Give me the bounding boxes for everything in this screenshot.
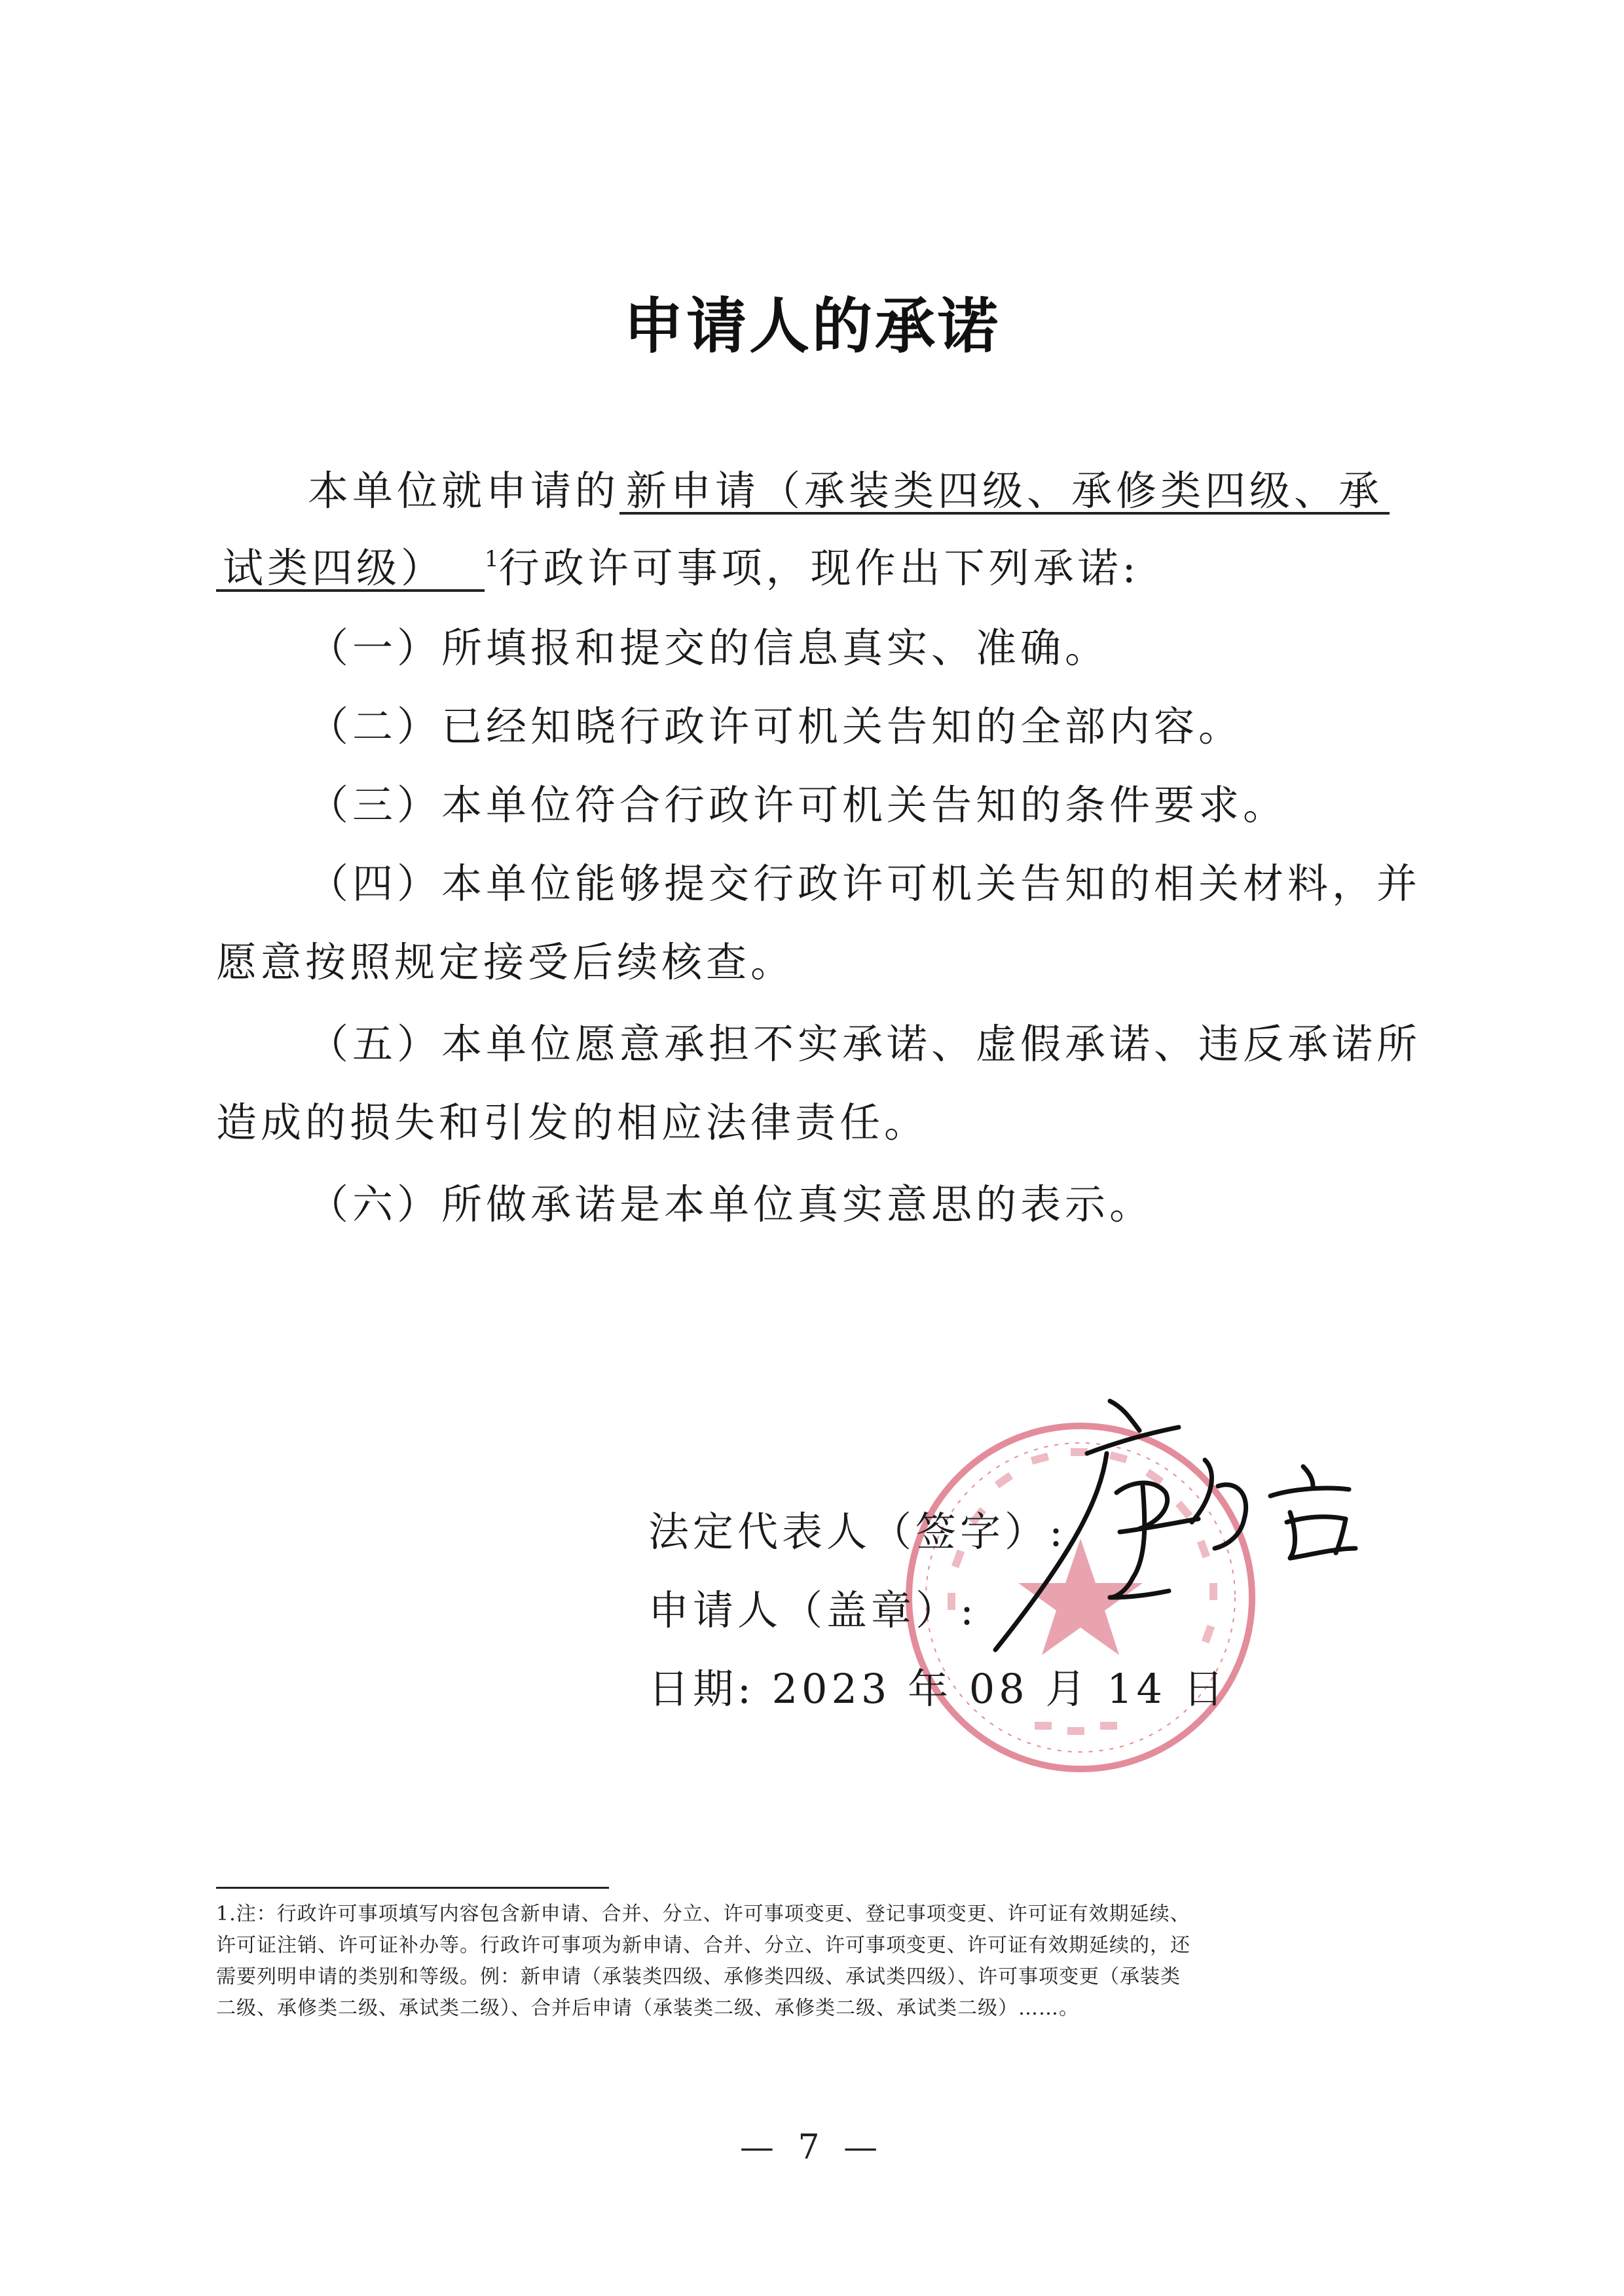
legal-representative-label: 法定代表人（签字）: bbox=[648, 1508, 1067, 1556]
filled-application-type-2: 试类四级） bbox=[216, 547, 485, 592]
intro-line-2 bbox=[216, 536, 1140, 594]
commitment-item: （二）已经知晓行政许可机关告知的全部内容。 bbox=[308, 702, 1244, 750]
footnote bbox=[216, 1899, 1414, 2024]
page-number: — 7 — bbox=[739, 2128, 885, 2167]
footnote-line: 二级、承修类二级、承试类二级）、合并后申请（承装类二级、承修类二级、承试类二级）……。 bbox=[216, 1997, 1079, 2020]
filled-application-type-1: 新申请（承装类四级、承修类四级、承 bbox=[619, 469, 1390, 515]
commitment-item: （五）本单位愿意承担不实承诺、虚假承诺、违反承诺所 bbox=[308, 1020, 1422, 1068]
commitment-item-continued: 愿意按照规定接受后续核查。 bbox=[216, 938, 796, 986]
applicant-seal-label: 申请人（盖章）: bbox=[648, 1586, 978, 1634]
footnote-divider bbox=[216, 1887, 609, 1889]
commitment-item: （四）本单位能够提交行政许可机关告知的相关材料，并 bbox=[308, 860, 1422, 907]
intro-line-1 bbox=[308, 458, 1390, 517]
intro-prefix: 本单位就申请的 bbox=[308, 467, 620, 515]
date-label: 日期: 2023 年 08 月 14 日 bbox=[648, 1665, 1228, 1713]
commitment-item: （六）所做承诺是本单位真实意思的表示。 bbox=[308, 1180, 1154, 1228]
footnote-line: 1.注：行政许可事项填写内容包含新申请、合并、分立、许可事项变更、登记事项变更、许可证有效期延续、 bbox=[216, 1903, 1190, 1925]
document-title: 申请人的承诺 bbox=[623, 291, 1001, 361]
commitment-item: （三）本单位符合行政许可机关告知的条件要求。 bbox=[308, 781, 1288, 829]
footnote-mark: 1 bbox=[485, 546, 499, 572]
footnote-line: 需要列明申请的类别和等级。例：新申请（承装类四级、承修类四级、承试类四级）、许可事项变更（承装类 bbox=[216, 1965, 1181, 1988]
commitment-item-continued: 造成的损失和引发的相应法律责任。 bbox=[216, 1099, 929, 1146]
intro-suffix: 行政许可事项，现作出下列承诺: bbox=[498, 544, 1140, 592]
footnote-line: 许可证注销、许可证补办等。行政许可事项为新申请、合并、分立、许可事项变更、许可证有效期延续的，还 bbox=[216, 1934, 1190, 1957]
commitment-item: （一）所填报和提交的信息真实、准确。 bbox=[308, 624, 1110, 672]
